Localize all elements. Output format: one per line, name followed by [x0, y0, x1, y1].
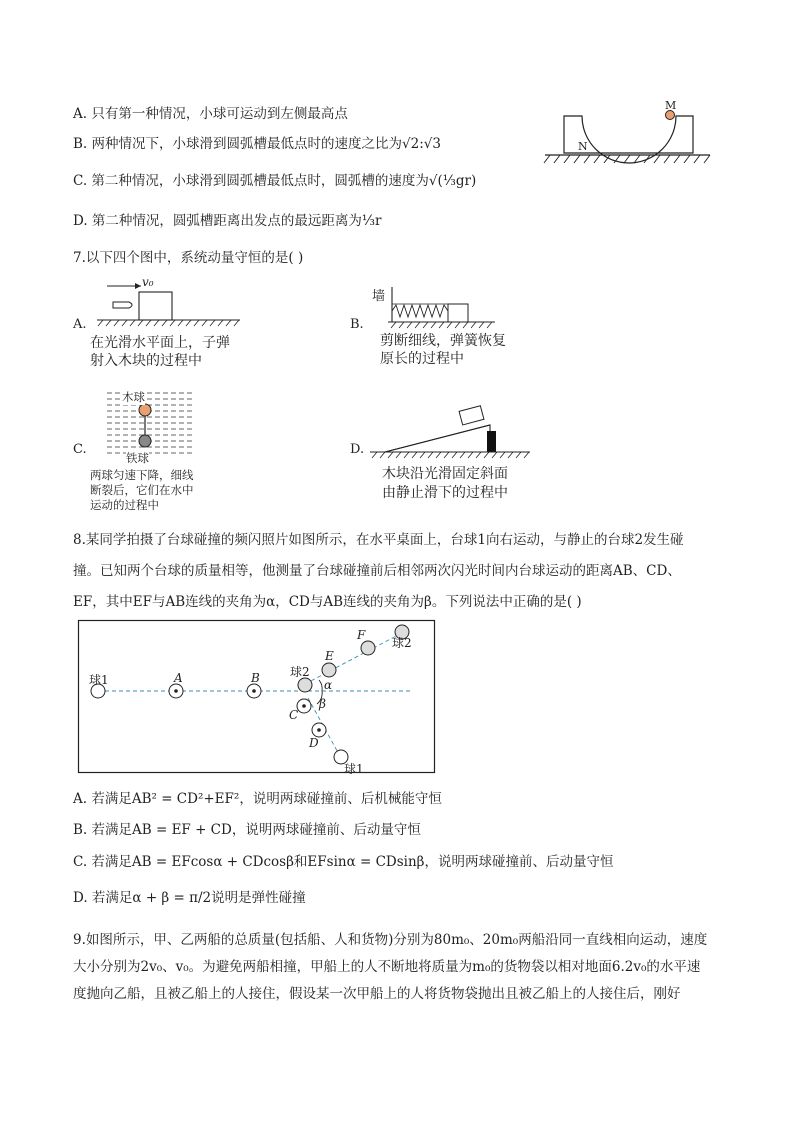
q8-label-d: D: [309, 736, 319, 750]
q6-label-m: M: [665, 99, 677, 112]
q7b-caption-2: 原长的过程中: [380, 351, 464, 367]
q7a-bullet-block-figure: [95, 278, 245, 333]
q8-stem-3: EF，其中EF与AB连线的夹角为α，CD与AB连线的夹角为β。下列说法中正确的是( ): [73, 594, 582, 610]
q8-label-alpha: α: [324, 678, 333, 692]
q7c-balls-in-water-figure: [105, 385, 195, 465]
q7a-caption-2: 射入木块的过程中: [90, 353, 202, 369]
q7d-caption-2: 由静止滑下的过程中: [382, 485, 508, 501]
q7b-spring-wall-figure: [370, 285, 500, 335]
q8-label-a: A: [174, 671, 183, 685]
q7a-caption-1: 在光滑水平面上，子弹: [90, 335, 230, 351]
q8-option-a: A. 若满足AB² = CD²+EF²，说明两球碰撞前、后机械能守恒: [73, 791, 442, 807]
q6-groove-figure: [540, 98, 720, 173]
q8-stem-1: 8.某同学拍摄了台球碰撞的频闪照片如图所示，在水平桌面上，台球1向右运动，与静止的台球2发生碰: [73, 532, 684, 548]
q7a-v0-label: v₀: [142, 275, 154, 289]
q8-label-ball1-left: 球1: [89, 673, 109, 687]
q7c-caption-1: 两球匀速下降，细线: [90, 468, 194, 482]
q6-option-a: A. 只有第一种情况，小球可运动到左侧最高点: [73, 106, 348, 122]
q7c-caption-3: 运动的过程中: [90, 498, 159, 512]
q9-text: 9.如图所示，甲、乙两船的总质量(包括船、人和货物)分别为80m₀、20m₀两船沿同一直线相向运动，速度大小分别为2v₀、v₀。为避免两船相撞，甲船上的人不断地将质量为m₀的货物袋以相对地面6.2v₀的水平速度抛向乙船，且被乙船上的人接住，假设某一次甲船上的人将货物袋抛出且被乙船上的人接住后，刚好: [73, 932, 708, 1002]
q8-option-d: D. 若满足α + β = π/2说明是弹性碰撞: [73, 890, 306, 906]
q8-option-c: C. 若满足AB = EFcosα + CDcosβ和EFsinα = CDsinβ，说明两球碰撞前、后动量守恒: [73, 854, 614, 870]
q8-label-c: C: [289, 708, 299, 722]
q7c-caption-2: 断裂后，它们在水中: [90, 483, 194, 497]
q6-option-c: C. 第二种情况，小球滑到圆弧槽最低点时，圆弧槽的速度为√(⅓gr): [73, 173, 477, 189]
q8-label-beta: β: [319, 697, 326, 711]
q8-label-f: F: [357, 628, 366, 642]
q7b-letter: B.: [350, 317, 364, 332]
q6-option-b: B. 两种情况下，小球滑到圆弧槽最低点时的速度之比为√2:√3: [73, 136, 441, 152]
q8-billiard-figure: [78, 620, 435, 773]
q8-stem-2: 撞。已知两个台球的质量相等，他测量了台球碰撞前后相邻两次闪光时间内台球运动的距离AB、CD、: [73, 563, 681, 579]
q7d-incline-figure: [365, 395, 535, 460]
q8-label-ball2: 球2: [290, 665, 310, 679]
q8-label-e: E: [325, 649, 334, 663]
q8-option-b: B. 若满足AB = EF + CD，说明两球碰撞前、后动量守恒: [73, 822, 421, 838]
q7d-caption-1: 木块沿光滑固定斜面: [382, 466, 508, 482]
q7c-iron-ball-label: 铁球: [126, 451, 149, 465]
q6-option-d: D. 第二种情况，圆弧槽距离出发点的最远距离为⅓r: [73, 213, 382, 229]
q7d-letter: D.: [350, 442, 365, 457]
q7b-wall-label: 墙: [372, 289, 386, 304]
q6-label-n: N: [578, 140, 588, 153]
q8-label-b: B: [251, 671, 260, 685]
q7-stem: 7.以下四个图中，系统动量守恒的是( ): [73, 250, 304, 266]
q8-label-ball1-bottom: 球1: [344, 762, 364, 776]
q7c-wood-ball-label: 木球: [122, 390, 145, 404]
q7b-caption-1: 剪断细线，弹簧恢复: [380, 333, 506, 349]
q8-label-ball2-top: 球2: [392, 636, 412, 650]
q7c-letter: C.: [73, 442, 87, 457]
q7a-letter: A.: [73, 317, 87, 332]
